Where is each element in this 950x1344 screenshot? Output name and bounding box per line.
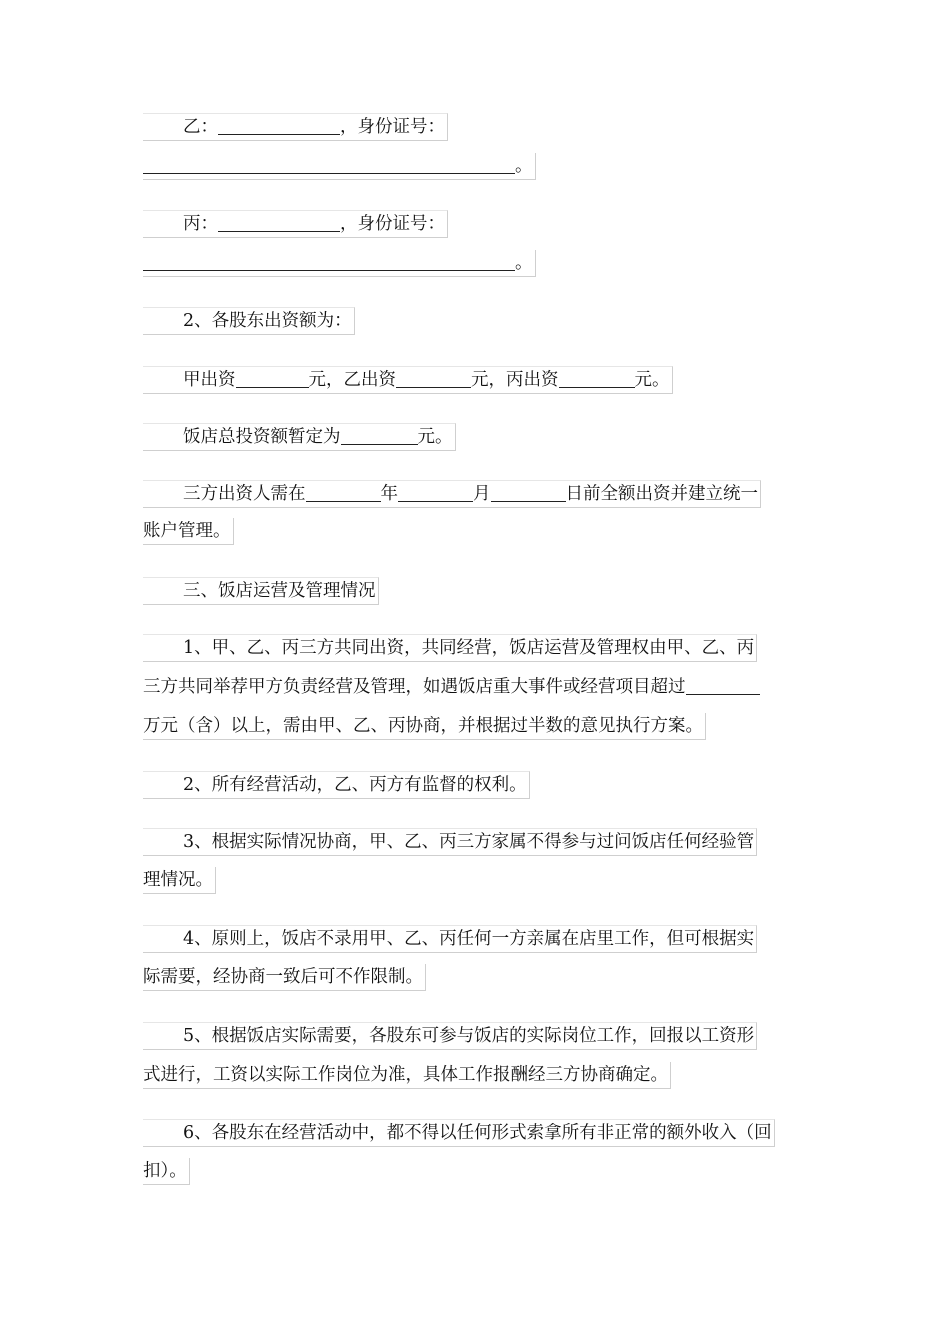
id-number-label: ，身份证号： [340, 117, 445, 137]
blank-field [341, 426, 418, 445]
blank-field [218, 213, 340, 232]
clause-1-line-3 [143, 713, 706, 740]
section-3-heading-text: 三、饭店运营及管理情况 [183, 581, 376, 601]
text: 4、原则上，饭店不录用甲、乙、丙任何一方亲属在店里工作，但可根据实 [183, 929, 755, 949]
text: 甲出资 [183, 370, 236, 390]
contribution-amounts-line [143, 366, 673, 394]
clause-4-line-1 [143, 925, 757, 953]
clause-1-line-2 [143, 674, 760, 700]
clause-3-line-2 [143, 867, 216, 894]
text: 2、所有经营活动，乙、丙方有监督的权利。 [183, 775, 527, 795]
clause-2 [143, 771, 530, 799]
text: 1、甲、乙、丙三方共同出资，共同经营，饭店运营及管理权由甲、乙、丙 [183, 638, 755, 658]
party-bing-id-line [143, 250, 536, 277]
total-investment-line [143, 423, 456, 451]
clause-1-line-1 [143, 634, 757, 662]
clause-5-line-1 [143, 1022, 757, 1050]
text: 元，丙出资 [471, 370, 559, 390]
text: 式进行，工资以实际工作岗位为准，具体工作报酬经三方协商确定。 [143, 1065, 668, 1085]
text: 月 [473, 484, 491, 504]
text: 饭店总投资额暂定为 [183, 427, 341, 447]
text: 三方共同举荐甲方负责经营及管理，如遇饭店重大事件或经营项目超过 [143, 677, 686, 697]
text: 3、根据实际情况协商，甲、乙、丙三方家属不得参与过问饭店任何经验管 [183, 832, 755, 852]
blank-field [143, 155, 515, 174]
contribution-heading [143, 307, 355, 335]
blank-field [686, 676, 760, 695]
blank-field [396, 369, 471, 388]
period: 。 [515, 253, 533, 273]
blank-field [559, 369, 635, 388]
text: 账户管理。 [143, 521, 231, 541]
text: 扣）。 [143, 1161, 187, 1181]
clause-6-line-2 [143, 1158, 190, 1185]
clause-5-line-2 [143, 1062, 671, 1089]
text: 6、各股东在经营活动中，都不得以任何形式索拿所有非正常的额外收入（回 [183, 1123, 772, 1143]
party-yi-id-line [143, 153, 536, 180]
deadline-line-1 [143, 480, 761, 508]
section-3-heading [143, 577, 379, 605]
text: 际需要，经协商一致后可不作限制。 [143, 967, 423, 987]
text: 三方出资人需在 [183, 484, 306, 504]
blank-field [236, 369, 309, 388]
clause-4-line-2 [143, 964, 426, 991]
contribution-heading-text: 2、各股东出资额为： [183, 311, 352, 331]
clause-6-line-1 [143, 1119, 775, 1147]
party-yi-line [143, 113, 448, 141]
text: 元。 [634, 370, 670, 390]
blank-field [143, 252, 515, 271]
blank-field [306, 483, 381, 502]
party-bing-line [143, 210, 448, 238]
blank-field [398, 483, 473, 502]
text: 元，乙出资 [308, 370, 396, 390]
blank-field [218, 116, 340, 135]
text: 5、根据饭店实际需要，各股东可参与饭店的实际岗位工作，回报以工资形 [183, 1026, 755, 1046]
text: 万元（含）以上，需由甲、乙、丙协商，并根据过半数的意见执行方案。 [143, 716, 703, 736]
text: 理情况。 [143, 870, 213, 890]
text: 元。 [417, 427, 453, 447]
clause-3-line-1 [143, 828, 757, 856]
party-yi-label: 乙： [183, 117, 218, 137]
deadline-line-2 [143, 518, 234, 545]
party-bing-label: 丙： [183, 214, 218, 234]
id-number-label: ，身份证号： [340, 214, 445, 234]
period: 。 [515, 156, 533, 176]
blank-field [491, 483, 566, 502]
text: 年 [380, 484, 398, 504]
text: 日前全额出资并建立统一 [565, 484, 758, 504]
